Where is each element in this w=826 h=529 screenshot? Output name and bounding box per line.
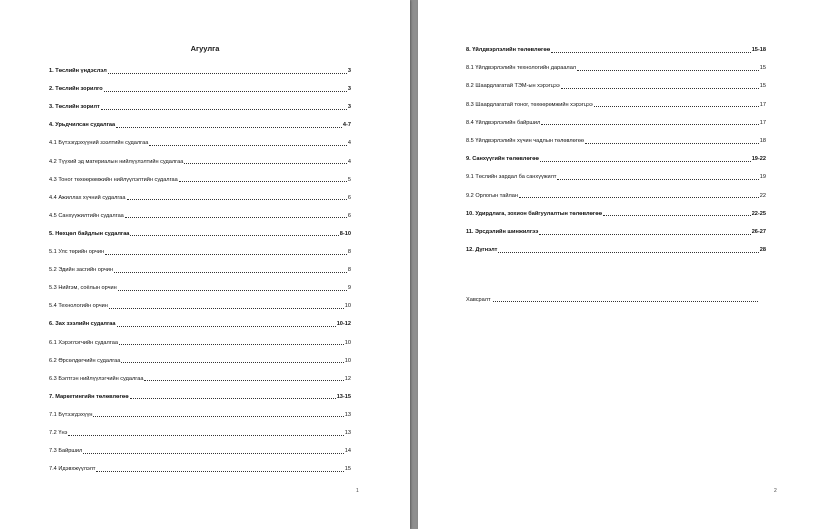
toc-entry-page: 10 bbox=[344, 339, 351, 346]
leader-dots bbox=[119, 343, 344, 345]
toc-entry[interactable] bbox=[49, 412, 351, 419]
toc-entry-page: 22-25 bbox=[751, 210, 766, 217]
toc-entry-label: 5.2 Эдийн засгийн орчин bbox=[49, 267, 113, 274]
toc-entry-label: 8.5 Үйлдвэрлэлийн хүчин чадлын төлөвлөгөө bbox=[466, 138, 585, 144]
appendix-line bbox=[466, 297, 758, 303]
toc-entry-page: 17 bbox=[759, 119, 766, 126]
leader-dots bbox=[184, 162, 347, 164]
toc-entry-page: 26-27 bbox=[751, 229, 766, 235]
leader-dots bbox=[144, 379, 343, 381]
toc-entry-page: 18 bbox=[759, 138, 766, 144]
toc-entry-label: 4.3 Тоног төхөөрөмжийн нийлүүлэлтийн судалгаа bbox=[49, 176, 178, 183]
toc-entry[interactable] bbox=[49, 213, 351, 220]
leader-dots bbox=[105, 253, 347, 255]
toc-entry-label: 4.2 Түүхий эд материалын нийлүүлэлтийн судалгаа bbox=[49, 158, 184, 165]
toc-entry[interactable] bbox=[466, 193, 766, 200]
toc-entry-page: 8 bbox=[347, 267, 351, 274]
toc-entry-page: 4 bbox=[347, 140, 351, 147]
toc-entry[interactable] bbox=[49, 122, 351, 129]
toc-entry[interactable] bbox=[466, 138, 766, 145]
toc-entry-page: 3 bbox=[347, 86, 351, 93]
toc-entry-page: 10-12 bbox=[336, 321, 351, 328]
leader-dots bbox=[104, 90, 347, 92]
toc-entry-page: 12 bbox=[344, 375, 351, 382]
toc-entry-label: 5. Нөхцөл байдлын судалгаа bbox=[49, 230, 130, 237]
leader-dots bbox=[121, 361, 343, 363]
document-page-1 bbox=[0, 0, 410, 529]
leader-dots bbox=[551, 51, 751, 53]
leader-dots bbox=[149, 144, 347, 146]
toc-entry-label: 5.1 Улс төрийн орчин bbox=[49, 249, 105, 255]
toc-entry[interactable] bbox=[49, 394, 351, 401]
leader-dots bbox=[179, 180, 347, 182]
toc-entry-page: 3 bbox=[347, 104, 351, 111]
toc-entry-label: 5.4 Технологийн орчин bbox=[49, 303, 108, 310]
toc-entry[interactable] bbox=[49, 340, 351, 347]
toc-entry-page: 8-10 bbox=[339, 230, 351, 237]
toc-entry-page: 28 bbox=[759, 247, 766, 254]
toc-entry-page: 15 bbox=[759, 65, 766, 72]
toc-entry-label: 4.1 Бүтээгдэхүүний зээлтийн судалгаа bbox=[49, 140, 149, 147]
toc-entry-label: 6.2 Өрсөлдөгчийн судалгаа bbox=[49, 357, 121, 364]
toc-entry[interactable] bbox=[49, 358, 351, 365]
toc-entry-page: 4-7 bbox=[342, 122, 351, 129]
leader-dots bbox=[561, 87, 759, 89]
toc-entry-label: 6.3 Бэлтгэн нийлүүлэгчийн судалгаа bbox=[49, 375, 144, 382]
document-page-2 bbox=[418, 0, 826, 529]
toc-entry-page: 19-22 bbox=[751, 156, 766, 163]
toc-entry[interactable] bbox=[49, 267, 351, 274]
toc-entry[interactable] bbox=[49, 140, 351, 147]
leader-dots bbox=[118, 289, 347, 291]
toc-entry-page: 14 bbox=[344, 448, 351, 455]
toc-entry-page: 15-18 bbox=[751, 47, 766, 53]
leader-dots bbox=[101, 108, 347, 110]
toc-entry-page: 13 bbox=[344, 411, 351, 418]
toc-entry-label: 2. Төслийн зорилго bbox=[49, 86, 103, 93]
leader-dots bbox=[127, 198, 347, 200]
toc-entry-label: 9.2 Орлогын тайлан bbox=[466, 192, 518, 199]
leader-dots bbox=[585, 142, 759, 144]
leader-dots bbox=[109, 307, 344, 309]
leader-dots bbox=[603, 214, 751, 216]
toc-entry[interactable] bbox=[466, 247, 766, 254]
toc-entry-label: 8.3 Шаардлагатай тоног, төхөөрөмжийн хэрэгцээ bbox=[466, 101, 593, 108]
toc-entry-label: 10. Удирдлага, зохион байгуулалтын төлөвлөгөө bbox=[466, 210, 603, 217]
toc-entry[interactable] bbox=[466, 156, 766, 163]
leader-dots bbox=[96, 470, 343, 472]
toc-entry[interactable] bbox=[49, 466, 351, 473]
toc-entry-label: 3. Төслийн зорилт bbox=[49, 104, 100, 111]
toc-entry[interactable] bbox=[49, 430, 351, 437]
toc-entry-page: 19 bbox=[759, 174, 766, 181]
leader-dots bbox=[539, 233, 750, 235]
toc-entry[interactable] bbox=[49, 86, 351, 93]
toc-entry[interactable] bbox=[466, 120, 766, 127]
toc-entry-page: 6 bbox=[347, 194, 351, 201]
toc-entry-label: 5.3 Нийгэм, соёлын орчин bbox=[49, 285, 117, 292]
leader-dots bbox=[114, 271, 347, 273]
page-number: 1 bbox=[356, 488, 359, 494]
leader-dots bbox=[130, 234, 338, 236]
appendix-label: Хавсралт bbox=[466, 297, 491, 303]
toc-entry-page: 15 bbox=[344, 466, 351, 473]
toc-title: Агуулга bbox=[190, 44, 220, 53]
toc-entry-label: 6.1 Хэрэглэгчийн судалгаа bbox=[49, 339, 118, 346]
toc-entry-label: 4.4 Ажиллах хүчний судалгаа bbox=[49, 194, 126, 201]
leader-dots bbox=[498, 251, 758, 253]
toc-entry-label: 8.1 Үйлдвэрлэлийн технологийн дараалал bbox=[466, 65, 577, 72]
toc-entry-label: 7.1 Бүтээгдэхүүн bbox=[49, 411, 93, 418]
toc-list-page-2 bbox=[418, 0, 826, 529]
toc-entry-label: 8.4 Үйлдвэрлэлийн байршил bbox=[466, 119, 541, 126]
leader-dots bbox=[93, 415, 343, 417]
toc-entry-label: 7.4 Идэвхжүүлэлт bbox=[49, 466, 96, 473]
toc-entry-page: 17 bbox=[759, 101, 766, 108]
toc-entry-label: 7.2 Үнэ bbox=[49, 430, 68, 436]
leader-dots bbox=[557, 178, 758, 180]
toc-entry[interactable] bbox=[49, 195, 351, 202]
leader-dots bbox=[540, 160, 751, 162]
toc-entry-label: 9.1 Төслийн зардал ба санхүүжилт bbox=[466, 174, 557, 181]
toc-entry-label: 12. Дүгнэлт bbox=[466, 247, 498, 254]
toc-entry-page: 10 bbox=[344, 357, 351, 364]
toc-entry[interactable] bbox=[49, 159, 351, 166]
toc-entry[interactable] bbox=[466, 229, 766, 236]
leader-dots bbox=[130, 397, 336, 399]
leader-dots bbox=[493, 300, 758, 302]
toc-entry-label: 6. Зах зээлийн судалгаа bbox=[49, 321, 116, 328]
leader-dots bbox=[108, 72, 347, 74]
toc-entry[interactable] bbox=[49, 177, 351, 184]
toc-entry[interactable] bbox=[49, 104, 351, 111]
toc-entry[interactable] bbox=[49, 448, 351, 455]
toc-entry[interactable] bbox=[49, 376, 351, 383]
toc-entry-page: 22 bbox=[759, 192, 766, 199]
toc-entry-label: 11. Эрсдэлийн шинжилгээ bbox=[466, 229, 539, 235]
toc-entry-label: 4. Урьдчилсан судалгаа bbox=[49, 122, 116, 129]
toc-entry[interactable] bbox=[49, 231, 351, 238]
toc-entry-page: 5 bbox=[347, 176, 351, 183]
toc-entry-page: 10 bbox=[344, 303, 351, 310]
toc-entry[interactable] bbox=[466, 102, 766, 109]
toc-entry-label: 7. Маркетингийн төлөвлөгөө bbox=[49, 393, 129, 400]
toc-entry[interactable] bbox=[466, 47, 766, 54]
toc-entry-label: 1. Төслийн үндэслэл bbox=[49, 68, 107, 74]
toc-entry-label: 8. Үйлдвэрлэлийн төлөвлөгөө bbox=[466, 47, 551, 53]
toc-entry-label: 7.3 Байршил bbox=[49, 448, 83, 455]
leader-dots bbox=[519, 196, 759, 198]
toc-entry[interactable] bbox=[466, 174, 766, 181]
toc-entry-label: 9. Санхүүгийн төлөвлөгөө bbox=[466, 156, 539, 163]
toc-entry[interactable] bbox=[49, 321, 351, 328]
page-number: 2 bbox=[774, 488, 777, 494]
toc-entry[interactable] bbox=[466, 211, 766, 218]
toc-entry-page: 3 bbox=[347, 68, 351, 74]
toc-entry[interactable] bbox=[49, 303, 351, 310]
toc-entry-page: 8 bbox=[347, 249, 351, 255]
leader-dots bbox=[125, 216, 347, 218]
toc-entry-page: 4 bbox=[347, 158, 351, 165]
toc-entry-label: 4.5 Санхүүжилтийн судалгаа bbox=[49, 212, 124, 219]
toc-entry-page: 9 bbox=[347, 285, 351, 292]
leader-dots bbox=[594, 105, 759, 107]
leader-dots bbox=[68, 434, 343, 436]
toc-entry-page: 15 bbox=[759, 83, 766, 90]
toc-entry-label: 8.2 Шаардлагатай ТЭМ-ын хэрэгцээ bbox=[466, 83, 560, 90]
leader-dots bbox=[541, 123, 758, 125]
toc-entry[interactable] bbox=[49, 68, 351, 75]
toc-entry[interactable] bbox=[49, 249, 351, 256]
toc-entry-page: 13-15 bbox=[336, 393, 351, 400]
leader-dots bbox=[117, 325, 336, 327]
leader-dots bbox=[116, 126, 342, 128]
toc-entry[interactable] bbox=[49, 285, 351, 292]
leader-dots bbox=[83, 452, 344, 454]
leader-dots bbox=[577, 69, 759, 71]
toc-entry[interactable] bbox=[466, 83, 766, 90]
toc-list-page-1 bbox=[0, 0, 410, 529]
toc-entry-page: 6 bbox=[347, 212, 351, 219]
toc-entry-page: 13 bbox=[344, 430, 351, 436]
toc-entry[interactable] bbox=[466, 65, 766, 72]
